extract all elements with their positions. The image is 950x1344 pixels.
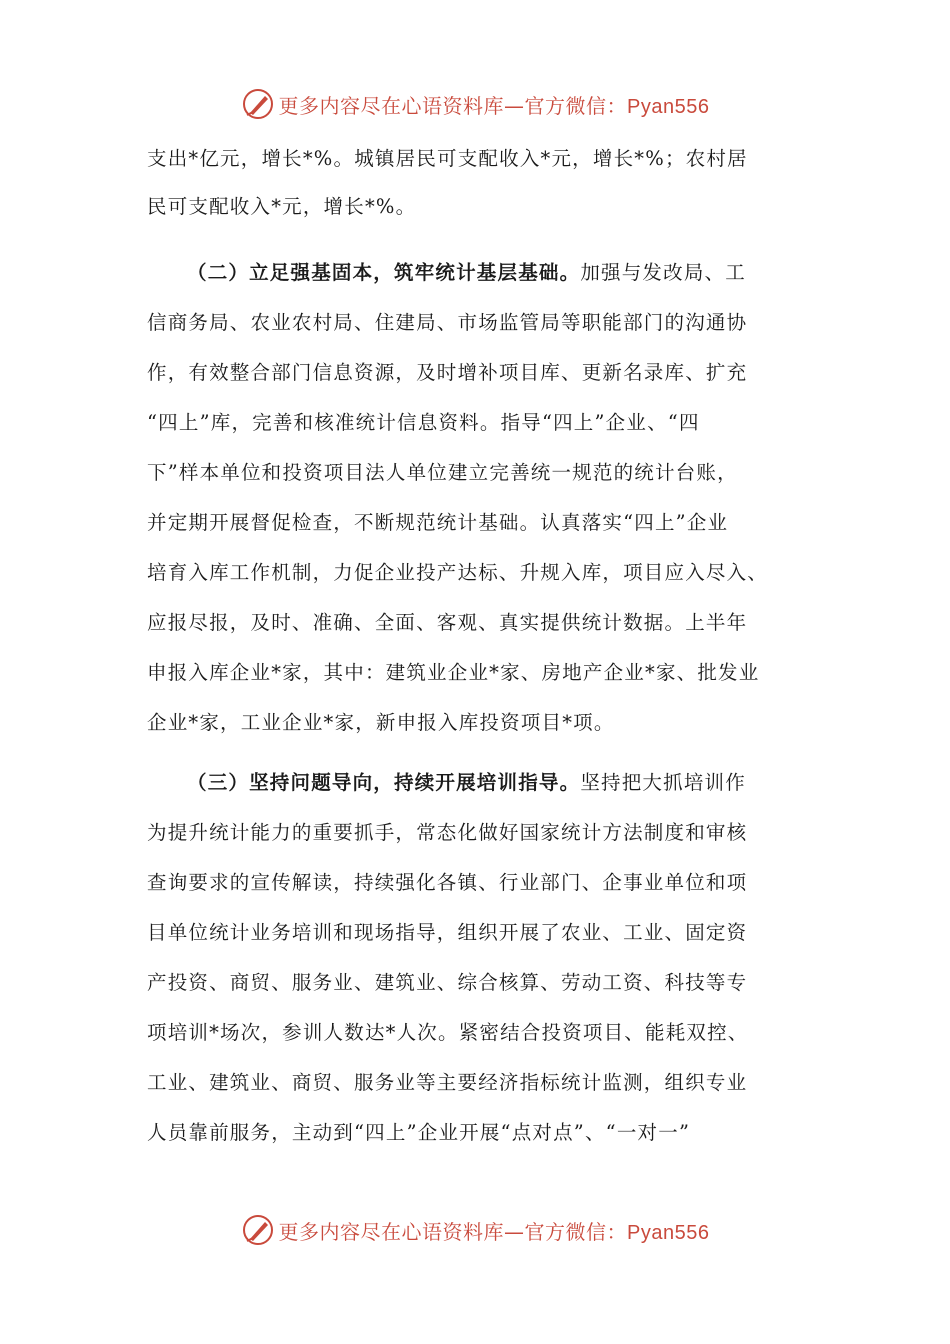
text-line-rest: 坚持把大抓培训作 xyxy=(580,771,746,794)
text-line: 目单位统计业务培训和现场指导，组织开展了农业、工业、固定资 xyxy=(147,921,748,944)
text-line: 查询要求的宣传解读，持续强化各镇、行业部门、企事业单位和项 xyxy=(147,871,748,894)
wechat-id: Pyan556 xyxy=(627,95,710,118)
text-line-rest: 加强与发改局、工 xyxy=(580,261,746,284)
paragraph-1 xyxy=(147,146,807,220)
footer-banner xyxy=(0,1210,950,1250)
text-line-first xyxy=(147,260,807,286)
text-line: 应报尽报，及时、准确、全面、客观、真实提供统计数据。上半年 xyxy=(147,611,748,634)
text-line: 人员靠前服务，主动到“四上”企业开展“点对点”、“一对一” xyxy=(147,1121,691,1144)
document-body xyxy=(147,146,807,1146)
banner-text-main: 更多内容尽在心语资料库—官方微信： xyxy=(278,93,628,118)
header-banner xyxy=(0,84,950,124)
quill-pen-icon xyxy=(241,1213,275,1247)
banner-text xyxy=(279,1216,710,1245)
banner-text-main: 更多内容尽在心语资料库—官方微信： xyxy=(278,1219,628,1244)
text-line: 作，有效整合部门信息资源，及时增补项目库、更新名录库、扩充 xyxy=(147,361,748,384)
quill-pen-icon xyxy=(241,87,275,121)
text-line-first xyxy=(147,770,807,796)
paragraph-2 xyxy=(147,260,807,736)
text-line: 培育入库工作机制，力促企业投产达标、升规入库，项目应入尽入、 xyxy=(147,561,769,584)
text-line: 产投资、商贸、服务业、建筑业、综合核算、劳动工资、科技等专 xyxy=(147,971,748,994)
text-line: 下”样本单位和投资项目法人单位建立完善统一规范的统计台账， xyxy=(147,461,738,484)
text-line: 工业、建筑业、商贸、服务业等主要经济指标统计监测，组织专业 xyxy=(147,1071,748,1094)
text-line: 民可支配收入*元，增长*%。 xyxy=(147,195,417,218)
text-line: 为提升统计能力的重要抓手，常态化做好国家统计方法制度和审核 xyxy=(147,821,748,844)
section-heading: （三）坚持问题导向，持续开展培训指导。 xyxy=(187,771,581,794)
section-heading: （二）立足强基固本，筑牢统计基层基础。 xyxy=(187,261,581,284)
text-line: “四上”库，完善和核准统计信息资料。指导“四上”企业、“四 xyxy=(147,411,700,434)
banner-text xyxy=(279,90,710,119)
text-line: 支出*亿元，增长*%。城镇居民可支配收入*元，增长*%；农村居 xyxy=(147,147,748,170)
text-line: 企业*家，工业企业*家，新申报入库投资项目*项。 xyxy=(147,711,615,734)
text-line: 并定期开展督促检查，不断规范统计基础。认真落实“四上”企业 xyxy=(147,511,729,534)
text-line: 信商务局、农业农村局、住建局、市场监管局等职能部门的沟通协 xyxy=(147,311,748,334)
text-line: 申报入库企业*家，其中：建筑业企业*家、房地产企业*家、批发业 xyxy=(147,661,760,684)
wechat-id: Pyan556 xyxy=(627,1221,710,1244)
text-line: 项培训*场次，参训人数达*人次。紧密结合投资项目、能耗双控、 xyxy=(147,1021,749,1044)
paragraph-3 xyxy=(147,770,807,1146)
